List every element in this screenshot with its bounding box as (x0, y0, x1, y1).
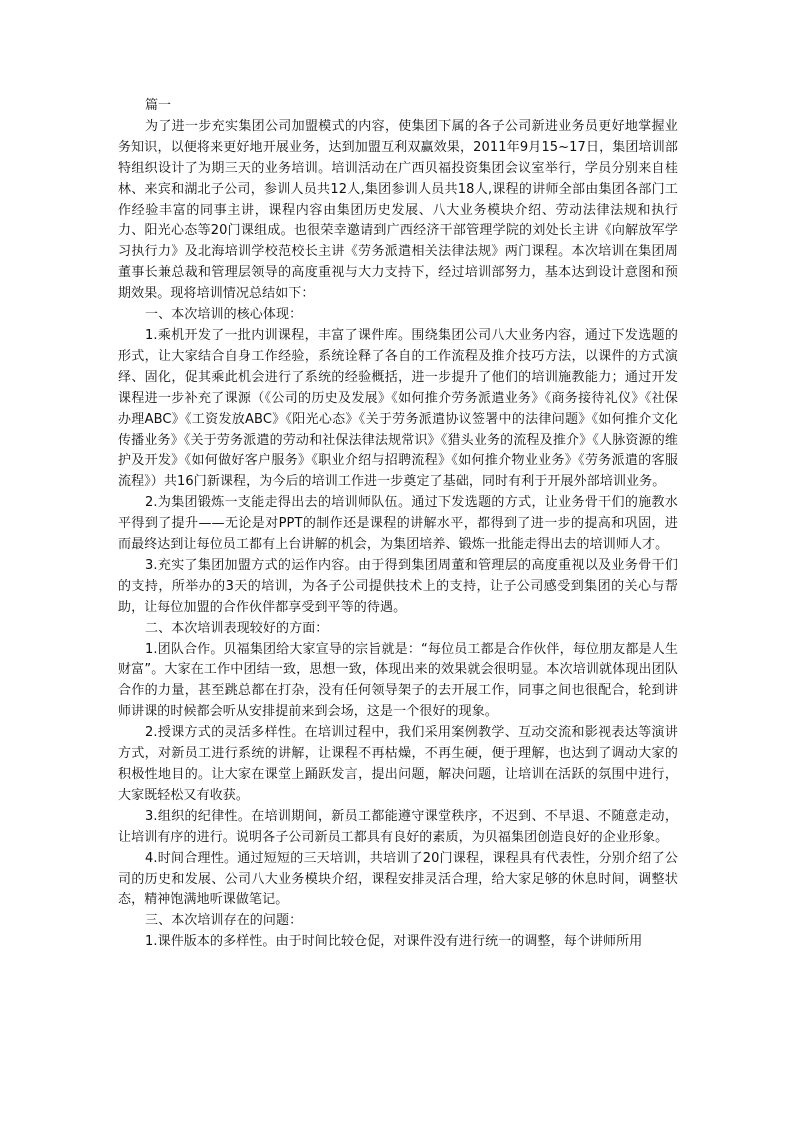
section-heading-1: 一、本次培训的核心体现： (145, 307, 303, 323)
paragraph-2-4: 4.时间合理性。通过短短的三天培训，共培训了20门课程，课程具有代表性，分别介绍了公司的历史和发展、公司八大业务模块介绍，课程安排灵活合理，给大家足够的休息时间，调整状态，精神饱满地听课做笔记。 (118, 850, 678, 908)
document-page (118, 96, 678, 953)
paragraph-2-3: 3.组织的纪律性。在培训期间，新员工都能遵守课堂秩序，不迟到、不早退、不随意走动，让培训有序的进行。说明各子公司新员工都具有良好的素质，为贝福集团创造良好的企业形象。 (118, 808, 678, 845)
paragraph-1-3: 3.充实了集团加盟方式的运作内容。由于得到集团周董和管理层的高度重视以及业务骨干们的支持，所举办的3天的培训，为各子公司提供技术上的支持，让子公司感受到集团的关心与帮助，让每位加盟的合作伙伴都享受到平等的待遇。 (118, 557, 678, 615)
paragraph-2-1: 1.团队合作。贝福集团给大家宣导的宗旨就是：“每位员工都是合作伙伴，每位朋友都是人生财富”。大家在工作中团结一致，思想一致，体现出来的效果就会很明显。本次培训就体现出团队合作的力量，甚至跳总都在打杂，没有任何领导架子的去开展工作，同事之间也很配合，轮到讲师讲课的时候都会听从安排提前来到会场，这是一个很好的现象。 (118, 641, 678, 720)
paragraph-1-2: 2.为集团锻炼一支能走得出去的培训师队伍。通过下发选题的方式，让业务骨干们的施教水平得到了提升——无论是对PPT的制作还是课程的讲解水平，都得到了进一步的提高和巩固，进而最终达到让每位员工都有上台讲解的机会，为集团培养、锻炼一批能走得出去的培训师人才。 (118, 495, 678, 553)
paragraph-intro: 为了进一步充实集团公司加盟模式的内容，使集团下属的各子公司新进业务员更好地掌握业务知识，以便将来更好地开展业务，达到加盟互利双赢效果，2011年9月15~17日，集团培训部特组织设计了为期三天的业务培训。培训活动在广西贝福投资集团会议室举行，学员分别来自桂林、来宾和湖北子公司，参训人员共12人,集团参训人员共18人,课程的讲师全部由集团各部门工作经验丰富的同事主讲，课程内容由集团历史发展、八大业务模块介绍、劳动法律法规和执行力、阳光心态等20门课组成。也很荣幸邀请到广西经济干部管理学院的刘处长主讲《向解放军学习执行力》及北海培训学校范校长主讲《劳务派遣相关法律法规》两门课程。本次培训在集团周董事长兼总裁和管理层领导的高度重视与大力支持下，经过培训部努力，基本达到设计意图和预期效果。现将培训情况总结如下： (118, 118, 678, 302)
paragraph-1-1: 1.乘机开发了一批内训课程，丰富了课件库。围绕集团公司八大业务内容，通过下发选题的形式，让大家结合自身工作经验，系统诠释了各自的工作流程及推介技巧方法，以课件的方式演绎、固化，促其乘此机会进行了系统的经验概括，进一步提升了他们的培训施教能力；通过开发课程进一步补充了课源（《公司的历史及发展》《如何推介劳务派遣业务》《商务接待礼仪》《社保办理ABC》《工资发放ABC》《阳光心态》《关于劳务派遣协议签署中的法律问题》《如何推介文化传播业务》《关于劳务派遣的劳动和社保法律法规常识》《猎头业务的流程及推介》《人脉资源的维护及开发》《如何做好客户服务》《职业介绍与招聘流程》《如何推介物业业务》《劳务派遣的客服流程》）共16门新课程，为今后的培训工作进一步奠定了基础，同时有利于开展外部培训业务。 (118, 327, 678, 490)
paragraph-2-2: 2.授课方式的灵活多样性。在培训过程中，我们采用案例教学、互动交流和影视表达等演讲方式，对新员工进行系统的讲解，让课程不再枯燥，不再生硬，便于理解，也达到了调动大家的积极性地目的。让大家在课堂上踊跃发言，提出问题，解决问题，让培训在活跃的氛围中进行，大家既轻松又有收获。 (118, 725, 678, 803)
paragraph-3-1: 1.课件版本的多样性。由于时间比较仓促，对课件没有进行统一的调整，每个讲师所用 (145, 934, 643, 950)
section-heading-2: 二、本次培训表现较好的方面： (145, 620, 329, 636)
document-title: 篇一 (145, 98, 172, 113)
section-heading-3: 三、本次培训存在的问题： (145, 913, 303, 929)
